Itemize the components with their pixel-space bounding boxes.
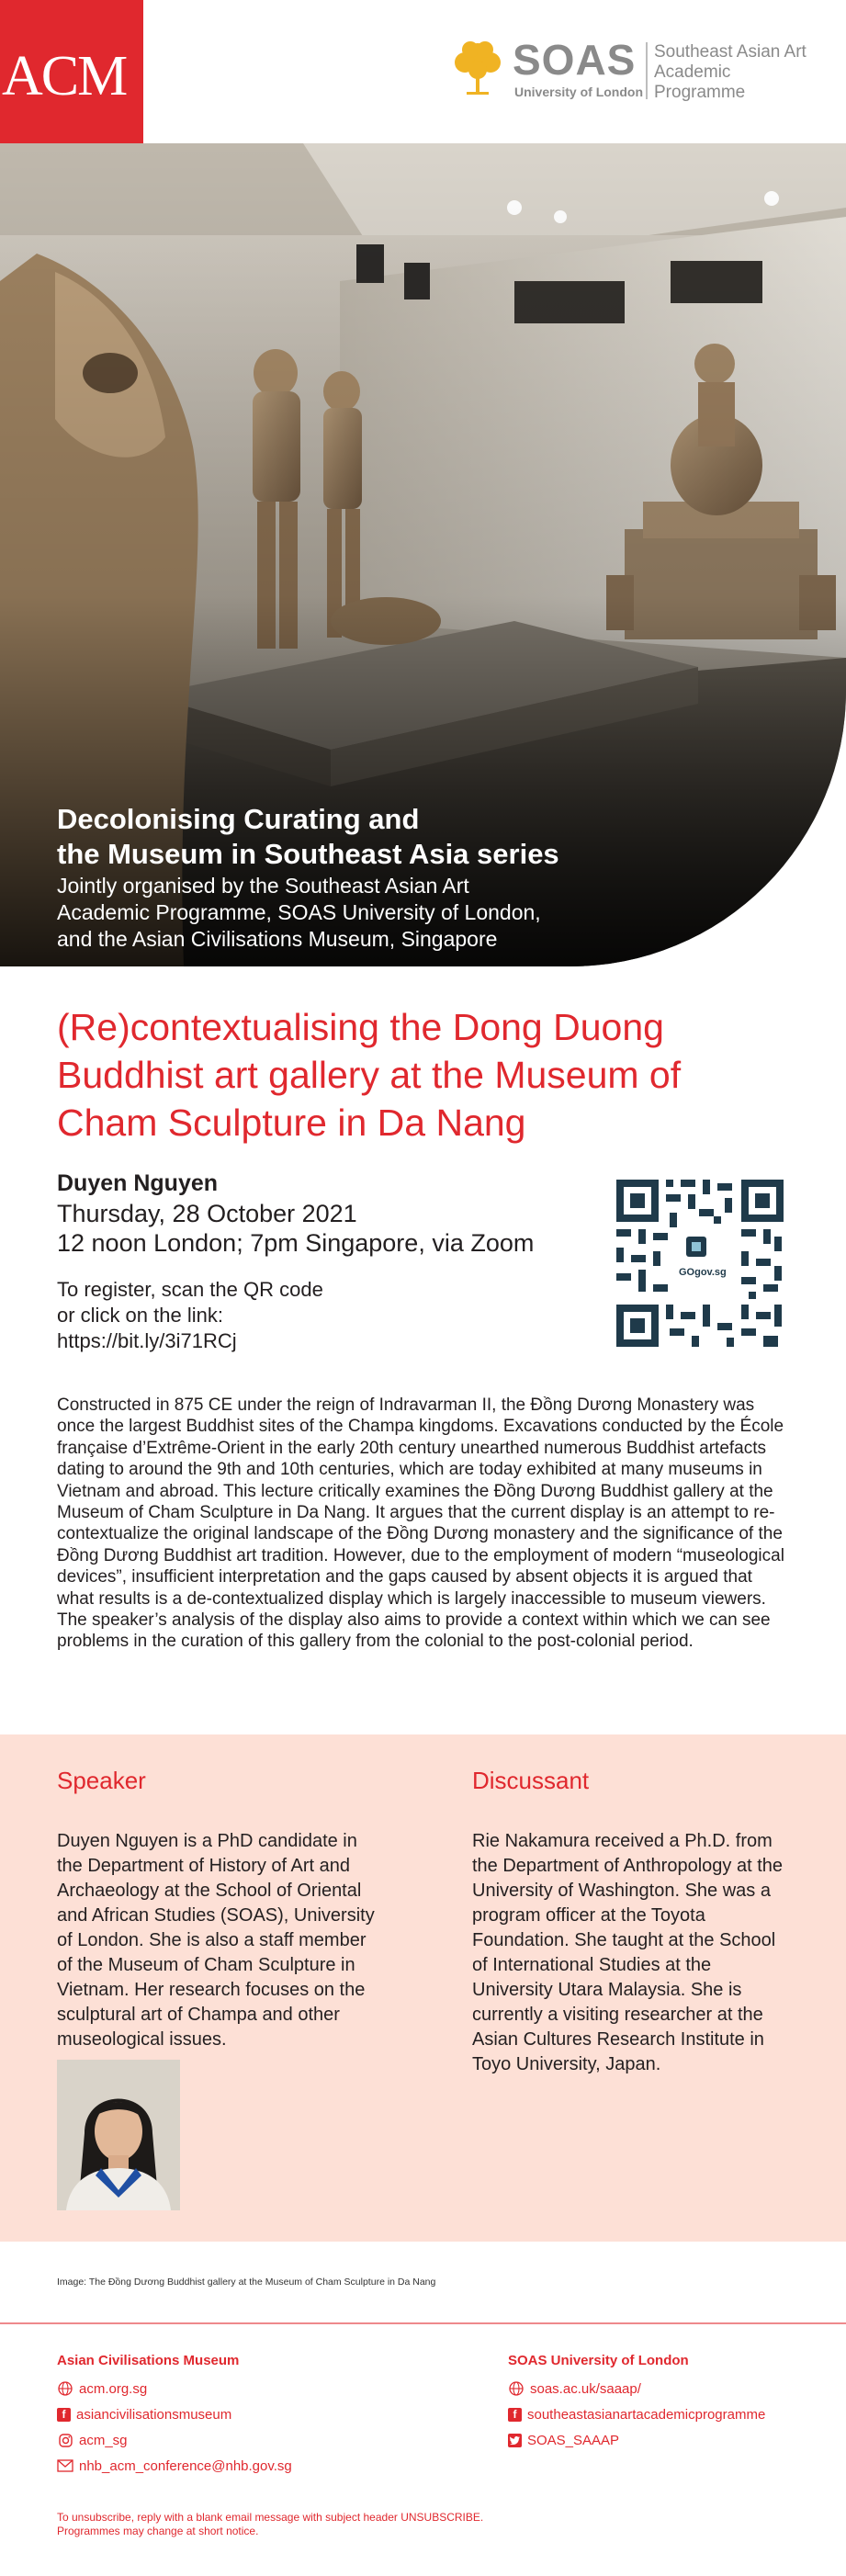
register-line1: To register, scan the QR code xyxy=(57,1278,323,1301)
image-caption: Image: The Đồng Dương Buddhist gallery at the Museum of Cham Sculpture in Da Nang xyxy=(57,2277,436,2288)
talk-title xyxy=(57,1003,792,1147)
speaker-discussant-section xyxy=(0,1734,846,2242)
discussant-column xyxy=(472,1767,794,2077)
organised-line2: Academic Programme, SOAS University of London, xyxy=(57,900,541,924)
unsubscribe-line1: To unsubscribe, reply with a blank email message with subject header UNSUBSCRIBE. xyxy=(57,2511,484,2524)
hero-image xyxy=(0,143,846,966)
soas-twitter-link[interactable] xyxy=(508,2427,765,2453)
soas-divider xyxy=(646,42,648,99)
event-time: 12 noon London; 7pm Singapore, via Zoom xyxy=(57,1229,535,1257)
qr-label: GOgov.sg xyxy=(679,1267,727,1278)
acm-facebook-link[interactable] xyxy=(57,2401,292,2427)
soas-tree-icon xyxy=(450,39,505,97)
instagram-icon xyxy=(57,2432,73,2448)
footer-soas xyxy=(508,2352,765,2453)
acm-facebook: asiancivilisationsmuseum xyxy=(76,2406,232,2423)
talk-title-line2: Buddhist art gallery at the Museum of xyxy=(57,1054,682,1096)
soas-heading: SOAS University of London xyxy=(508,2353,689,2368)
globe-icon xyxy=(57,2380,73,2397)
facebook-icon: f xyxy=(508,2408,522,2422)
qr-code[interactable] xyxy=(613,1176,787,1350)
speaker-heading: Speaker xyxy=(57,1767,146,1794)
soas-logo[interactable] xyxy=(450,35,818,108)
footer-divider xyxy=(0,2322,846,2324)
facebook-icon: f xyxy=(57,2408,71,2422)
acm-website-link[interactable] xyxy=(57,2376,292,2401)
soas-university: University of London xyxy=(514,85,643,99)
speaker-name: Duyen Nguyen xyxy=(57,1170,219,1196)
footer-acm xyxy=(57,2352,292,2479)
hero-text xyxy=(57,802,700,952)
talk-title-line3: Cham Sculpture in Da Nang xyxy=(57,1102,526,1144)
acm-heading: Asian Civilisations Museum xyxy=(57,2353,240,2368)
register-link[interactable]: https://bit.ly/3i71RCj xyxy=(57,1329,237,1352)
globe-icon xyxy=(508,2380,525,2397)
speaker-photo xyxy=(57,2060,180,2210)
soas-facebook: southeastasianartacademicprogramme xyxy=(527,2406,766,2423)
unsubscribe-line2: Programmes may change at short notice. xyxy=(57,2525,259,2537)
acm-logo-text: ACM xyxy=(2,45,127,107)
soas-facebook-link[interactable] xyxy=(508,2401,765,2427)
acm-email: nhb_acm_conference@nhb.gov.sg xyxy=(79,2457,292,2474)
acm-instagram-link[interactable] xyxy=(57,2427,292,2453)
abstract: Constructed in 875 CE under the reign of Indravarman II, the Đồng Dương Monastery was once the largest Buddhist sites of the Champa kingdoms. Excavations conducted by the École française d’Extrême-Orient in the early 20th century unearthed numerous Buddhist artefacts dating to around the 9th and 10th centuries, which are today exhibited at many museums in Vietnam and abroad. This lecture critically examines the Đồng Dương Buddhist gallery at the Museum of Cham Sculpture in Da Nang. It argues that the current display is an attempt to re-contextualize the original landscape of the Đồng Dương monastery and the significance of the Đồng Dương Buddhist art tradition. However, due to the employment of modern “museological devices”, insufficient interpretation and the gaps caused by absent objects it is argued that what results is a de-contextualized display which is largely inaccessible to museum viewers. The speaker’s analysis of the display also aims to provide a context within which we can see problems in the curation of this gallery from the colonial to the post-colonial period. xyxy=(57,1395,784,1652)
series-title-line1: Decolonising Curating and xyxy=(57,803,420,835)
soas-programme: Southeast Asian Art Academic Programme xyxy=(654,42,807,102)
soas-wordmark: SOAS xyxy=(513,36,637,84)
organised-line1: Jointly organised by the Southeast Asian Art xyxy=(57,874,469,898)
discussant-heading: Discussant xyxy=(472,1767,590,1794)
acm-website: acm.org.sg xyxy=(79,2380,148,2397)
register-line2: or click on the link: xyxy=(57,1304,223,1327)
soas-website: soas.ac.uk/saaap/ xyxy=(530,2380,641,2397)
email-icon xyxy=(57,2457,73,2474)
acm-logo[interactable] xyxy=(0,0,143,143)
organised-line3: and the Asian Civilisations Museum, Singapore xyxy=(57,927,498,951)
register-info xyxy=(57,1277,424,1354)
series-title-line2: the Museum in Southeast Asia series xyxy=(57,838,559,870)
header xyxy=(0,0,846,143)
discussant-bio: Rie Nakamura received a Ph.D. from the Department of Anthropology at the University of Washington. She was a program officer at the Toyota Foundation. She taught at the School of International Studies at the University Utara Malaysia. She is currently a visiting researcher at the Asian Cultures Research Institute in Toyo University, Japan. xyxy=(472,1831,783,2074)
unsubscribe-note xyxy=(57,2511,792,2538)
soas-twitter: SOAS_SAAAP xyxy=(527,2432,620,2448)
speaker-column xyxy=(57,1767,378,2052)
acm-email-link[interactable] xyxy=(57,2453,292,2479)
acm-instagram: acm_sg xyxy=(79,2432,128,2448)
event-date: Thursday, 28 October 2021 xyxy=(57,1200,357,1227)
speaker-bio: Duyen Nguyen is a PhD candidate in the Department of History of Art and Archaeology at the School of Oriental and African Studies (SOAS), University of London. She is also a staff member of the Museum of Cham Sculpture in Vietnam. Her research focuses on the sculptural art of Champa and other museological issues. xyxy=(57,1831,375,2050)
twitter-icon xyxy=(508,2434,522,2447)
talk-title-line1: (Re)contextualising the Dong Duong xyxy=(57,1006,664,1048)
soas-website-link[interactable] xyxy=(508,2376,765,2401)
